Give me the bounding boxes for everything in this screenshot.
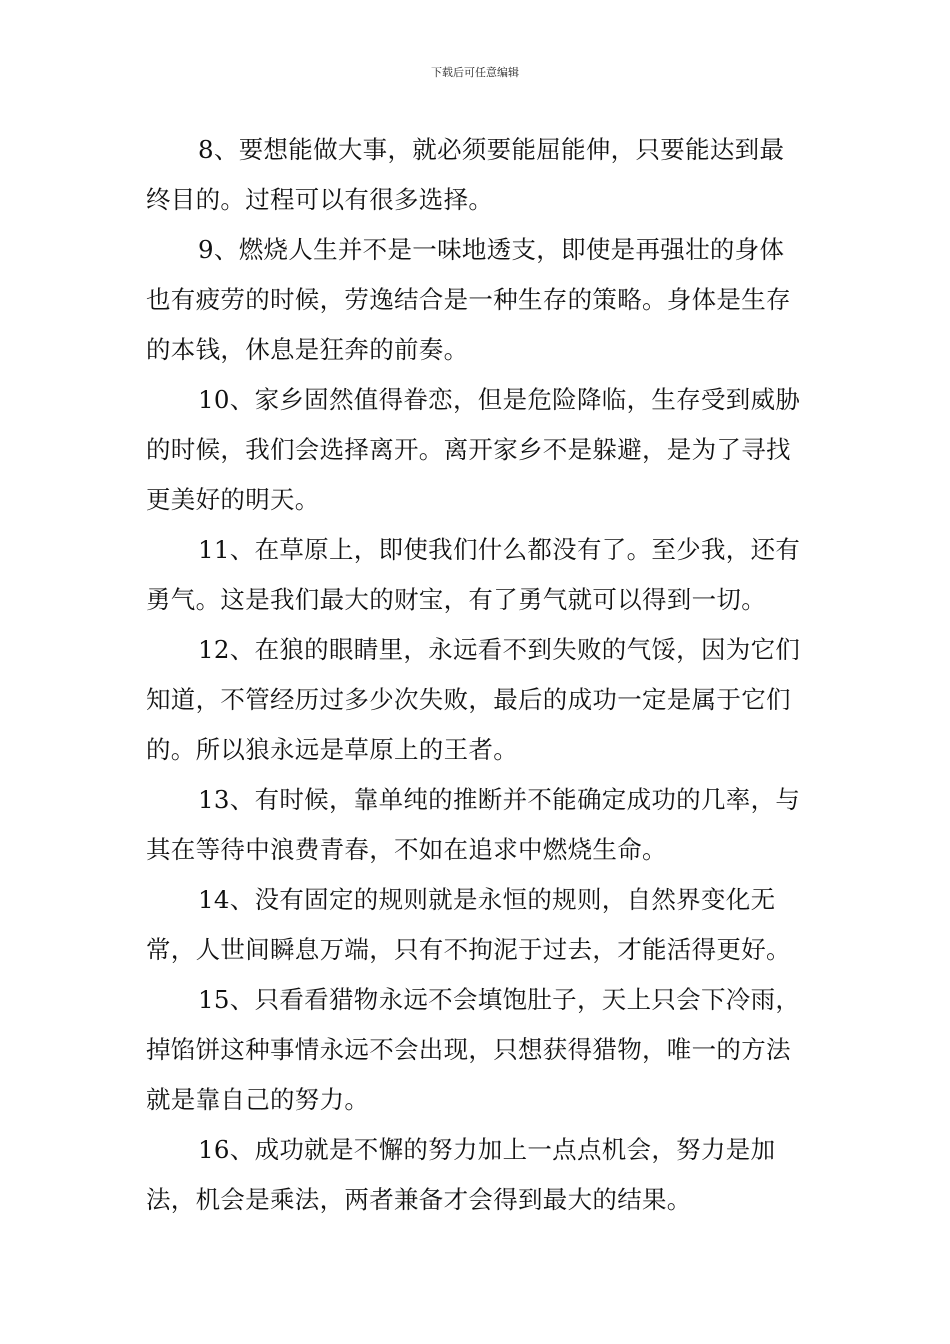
page-header: 下载后可任意编辑 [431, 66, 519, 79]
paragraph-14: 14、没有固定的规则就是永恒的规则，自然界变化无常，人世间瞬息万端，只有不拘泥于过去，才能活得更好。 [146, 885, 791, 964]
paragraph-13: 13、有时候，靠单纯的推断并不能确定成功的几率，与其在等待中浪费青春，不如在追求中燃烧生命。 [146, 785, 801, 864]
paragraph-10: 10、家乡固然值得眷恋，但是危险降临，生存受到威胁的时候，我们会选择离开。离开家乡不是躲避，是为了寻找更美好的明天。 [146, 385, 801, 514]
paragraph-15: 15、只看看猎物永远不会填饱肚子，天上只会下冷雨，掉馅饼这种事情永远不会出现，只想获得猎物，唯一的方法就是靠自己的努力。 [146, 985, 801, 1114]
paragraph-8: 8、要想能做大事，就必须要能屈能伸，只要能达到最终目的。过程可以有很多选择。 [146, 135, 785, 214]
paragraph-11: 11、在草原上，即使我们什么都没有了。至少我，还有勇气。这是我们最大的财宝，有了勇气就可以得到一切。 [146, 535, 801, 614]
paragraph-9: 9、燃烧人生并不是一味地透支，即使是再强壮的身体也有疲劳的时候，劳逸结合是一种生存的策略。身体是生存的本钱，休息是狂奔的前奏。 [146, 235, 791, 364]
paragraph-12: 12、在狼的眼睛里，永远看不到失败的气馁，因为它们知道，不管经历过多少次失败，最后的成功一定是属于它们的。所以狼永远是草原上的王者。 [146, 635, 801, 764]
paragraph-16: 16、成功就是不懈的努力加上一点点机会，努力是加法，机会是乘法，两者兼备才会得到最大的结果。 [146, 1135, 776, 1214]
document-body [146, 125, 808, 1225]
